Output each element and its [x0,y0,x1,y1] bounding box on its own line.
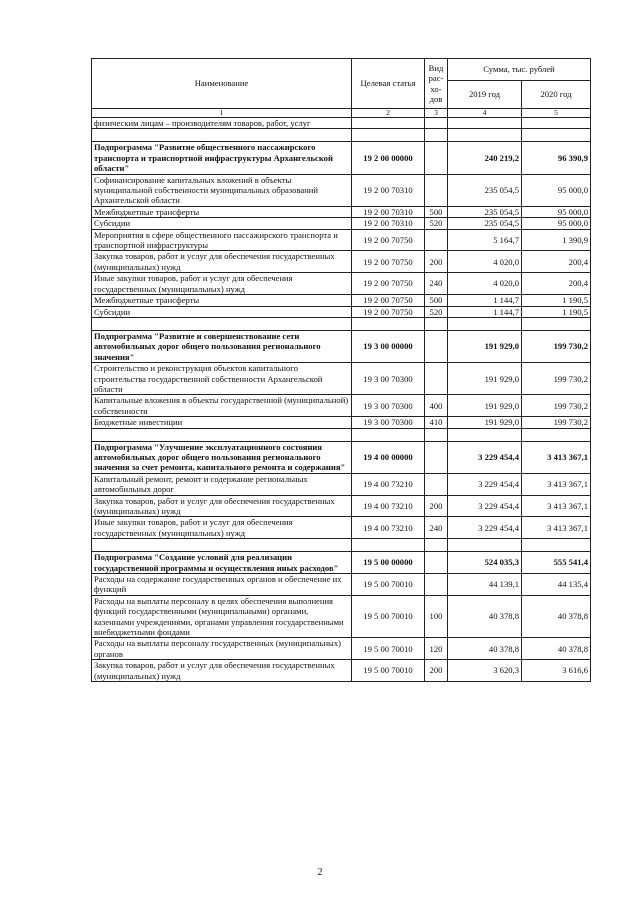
row-name: Бюджетные инвестиции [92,417,352,428]
row-target-code: 19 3 00 70300 [352,363,425,395]
row-sum-2019: 235 054,5 [448,218,522,229]
row-sum-2019: 40 378,8 [448,595,522,638]
row-expense-type [425,441,448,473]
row-sum-2020: 199 730,2 [522,417,591,428]
row-target-code: 19 4 00 73210 [352,517,425,539]
row-target-code: 19 4 00 73210 [352,495,425,517]
row-name: Подпрограмма "Развитие и совершенствование сети автомобильных дорог общего пользования регионального значения" [92,330,352,362]
row-target-code: 19 5 00 70010 [352,638,425,660]
row-expense-type: 500 [425,206,448,217]
empty-cell [448,539,522,552]
row-sum-2020: 199 730,2 [522,363,591,395]
table-row [92,517,591,539]
row-sum-2019: 191 929,0 [448,417,522,428]
subprogram-row [92,441,591,473]
row-target-code: 19 2 00 70750 [352,229,425,251]
row-target-code: 19 2 00 70310 [352,206,425,217]
row-expense-type [425,330,448,362]
row-sum-2020 [522,118,591,129]
row-target-code: 19 2 00 70310 [352,218,425,229]
row-name: Капитальный ремонт, ремонт и содержание региональных автомобильных дорог [92,473,352,495]
row-name: Расходы на выплаты персоналу государственных (муниципальных) органов [92,638,352,660]
row-sum-2020: 3 616,6 [522,660,591,682]
row-sum-2019 [448,118,522,129]
row-sum-2019: 44 139,1 [448,574,522,596]
row-sum-2020: 555 541,4 [522,552,591,574]
header-target: Целевая статья [352,59,425,109]
row-sum-2020: 95 000,0 [522,174,591,206]
empty-cell [522,428,591,441]
empty-cell [425,317,448,330]
row-target-code: 19 5 00 70010 [352,574,425,596]
row-sum-2019: 191 929,0 [448,395,522,417]
row-sum-2019: 235 054,5 [448,174,522,206]
row-name: Иные закупки товаров, работ и услуг для обеспечения государственных (муниципальных) нужд [92,517,352,539]
row-name: Подпрограмма "Создание условий для реализации государственной программы и осуществления иных расходов" [92,552,352,574]
row-target-code: 19 2 00 70750 [352,251,425,273]
row-expense-type [425,574,448,596]
table-row [92,206,591,217]
row-expense-type [425,118,448,129]
table-row [92,595,591,638]
row-name: Закупка товаров, работ и услуг для обеспечения государственных (муниципальных) нужд [92,495,352,517]
row-target-code: 19 2 00 00000 [352,142,425,174]
empty-cell [92,428,352,441]
row-sum-2020: 199 730,2 [522,395,591,417]
spacer-row [92,317,591,330]
row-expense-type: 400 [425,395,448,417]
row-target-code: 19 2 00 70750 [352,306,425,317]
header-sum: Сумма, тыс. рублей [448,59,591,81]
spacer-row [92,129,591,142]
empty-cell [448,428,522,441]
row-sum-2019: 1 144,7 [448,306,522,317]
row-name: Закупка товаров, работ и услуг для обеспечения государственных (муниципальных) нужд [92,660,352,682]
page-number: 2 [317,867,323,878]
empty-cell [448,129,522,142]
column-number: 4 [448,109,522,118]
row-expense-type [425,363,448,395]
table-row [92,295,591,306]
row-expense-type: 410 [425,417,448,428]
row-target-code: 19 5 00 00000 [352,552,425,574]
empty-cell [522,317,591,330]
table-row [92,229,591,251]
row-name: Субсидии [92,218,352,229]
row-expense-type: 200 [425,251,448,273]
row-name: Подпрограмма "Улучшение эксплуатационного состояния автомобильных дорог общего пользования регионального значения за счет ремонта, капитального ремонта и содержания" [92,441,352,473]
row-target-code: 19 5 00 70010 [352,595,425,638]
spacer-row [92,539,591,552]
row-sum-2019: 235 054,5 [448,206,522,217]
row-sum-2020: 1 190,5 [522,306,591,317]
column-number: 1 [92,109,352,118]
table-row [92,218,591,229]
header-2019: 2019 год [448,81,522,109]
table-row [92,306,591,317]
table-row [92,251,591,273]
empty-cell [352,539,425,552]
row-name: Межбюджетные трансферты [92,206,352,217]
row-expense-type: 520 [425,218,448,229]
row-expense-type [425,229,448,251]
row-sum-2019: 191 929,0 [448,330,522,362]
row-sum-2019: 4 020,0 [448,273,522,295]
row-sum-2019: 40 378,8 [448,638,522,660]
empty-cell [92,317,352,330]
row-target-code: 19 3 00 70300 [352,395,425,417]
table-row [92,417,591,428]
row-name: Субсидии [92,306,352,317]
row-target-code: 19 3 00 00000 [352,330,425,362]
row-expense-type [425,174,448,206]
row-target-code: 19 2 00 70750 [352,295,425,306]
row-name: Капитальные вложения в объекты государственной (муниципальной) собственности [92,395,352,417]
row-sum-2020: 1 390,9 [522,229,591,251]
empty-cell [92,539,352,552]
subprogram-row [92,330,591,362]
empty-cell [448,317,522,330]
row-sum-2020: 200,4 [522,251,591,273]
column-number: 5 [522,109,591,118]
row-target-code: 19 4 00 00000 [352,441,425,473]
row-name: Закупка товаров, работ и услуг для обеспечения государственных (муниципальных) нужд [92,251,352,273]
column-number: 3 [425,109,448,118]
row-target-code: 19 2 00 70310 [352,174,425,206]
row-sum-2020: 95 000,0 [522,206,591,217]
budget-table [91,58,591,682]
row-sum-2020: 3 413 367,1 [522,441,591,473]
empty-cell [352,428,425,441]
row-expense-type [425,473,448,495]
row-sum-2019: 4 020,0 [448,251,522,273]
row-name: Мероприятия в сфере общественного пассажирского транспорта и транспортной инфраструктуры [92,229,352,251]
table-row [92,473,591,495]
empty-cell [425,428,448,441]
header-vid: Вид рас-хо-дов [425,59,448,109]
row-name: Иные закупки товаров, работ и услуг для обеспечения государственных (муниципальных) нужд [92,273,352,295]
row-expense-type: 100 [425,595,448,638]
row-sum-2020: 3 413 367,1 [522,473,591,495]
row-sum-2020: 3 413 367,1 [522,517,591,539]
row-name: Софинансирование капитальных вложений в объекты муниципальной собственности муниципальных образований Архангельской области [92,174,352,206]
spacer-row [92,428,591,441]
subprogram-row [92,142,591,174]
row-name: Расходы на содержание государственных органов и обеспечение их функций [92,574,352,596]
table-row [92,395,591,417]
row-target-code: 19 2 00 70750 [352,273,425,295]
table-row [92,363,591,395]
table-row [92,574,591,596]
table-row [92,495,591,517]
row-target-code [352,118,425,129]
row-expense-type: 120 [425,638,448,660]
row-expense-type [425,142,448,174]
table-row [92,660,591,682]
row-sum-2019: 524 035,3 [448,552,522,574]
empty-cell [522,539,591,552]
row-sum-2019: 3 229 454,4 [448,473,522,495]
table-row [92,638,591,660]
row-sum-2019: 3 229 454,4 [448,517,522,539]
row-sum-2020: 40 378,8 [522,595,591,638]
header-2020: 2020 год [522,81,591,109]
empty-cell [352,317,425,330]
row-expense-type: 240 [425,273,448,295]
table-row [92,174,591,206]
row-expense-type: 240 [425,517,448,539]
column-number: 2 [352,109,425,118]
row-sum-2020: 95 000,0 [522,218,591,229]
row-expense-type: 520 [425,306,448,317]
row-name: Межбюджетные трансферты [92,295,352,306]
row-name: Строительство и реконструкция объектов капитального строительства государственной собственности Архангельской области [92,363,352,395]
empty-cell [425,539,448,552]
row-name: физическим лицам – производителям товаров, работ, услуг [92,118,352,129]
row-expense-type: 500 [425,295,448,306]
row-sum-2019: 3 620,3 [448,660,522,682]
row-sum-2020: 3 413 367,1 [522,495,591,517]
row-expense-type: 200 [425,495,448,517]
row-sum-2019: 3 229 454,4 [448,441,522,473]
row-sum-2019: 191 929,0 [448,363,522,395]
row-name: Подпрограмма "Развитие общественного пассажирского транспорта и транспортной инфраструктуры Архангельской области" [92,142,352,174]
row-sum-2020: 199 730,2 [522,330,591,362]
row-name: Расходы на выплаты персоналу в целях обеспечения выполнения функций государственными (муниципальными) органами, казенными учреждениями, органами управления государственными внебюджетными фондами [92,595,352,638]
subprogram-row [92,552,591,574]
row-sum-2020: 1 190,5 [522,295,591,306]
row-sum-2020: 44 135,4 [522,574,591,596]
empty-cell [352,129,425,142]
table-row [92,118,591,129]
row-sum-2019: 5 164,7 [448,229,522,251]
header-name: Наименование [92,59,352,109]
row-expense-type [425,552,448,574]
row-target-code: 19 3 00 70300 [352,417,425,428]
row-sum-2019: 240 219,2 [448,142,522,174]
row-sum-2020: 96 390,9 [522,142,591,174]
row-target-code: 19 4 00 73210 [352,473,425,495]
row-expense-type: 200 [425,660,448,682]
empty-cell [425,129,448,142]
row-target-code: 19 5 00 70010 [352,660,425,682]
row-sum-2019: 3 229 454,4 [448,495,522,517]
table-row [92,273,591,295]
empty-cell [92,129,352,142]
row-sum-2019: 1 144,7 [448,295,522,306]
row-sum-2020: 40 378,8 [522,638,591,660]
row-sum-2020: 200,4 [522,273,591,295]
empty-cell [522,129,591,142]
